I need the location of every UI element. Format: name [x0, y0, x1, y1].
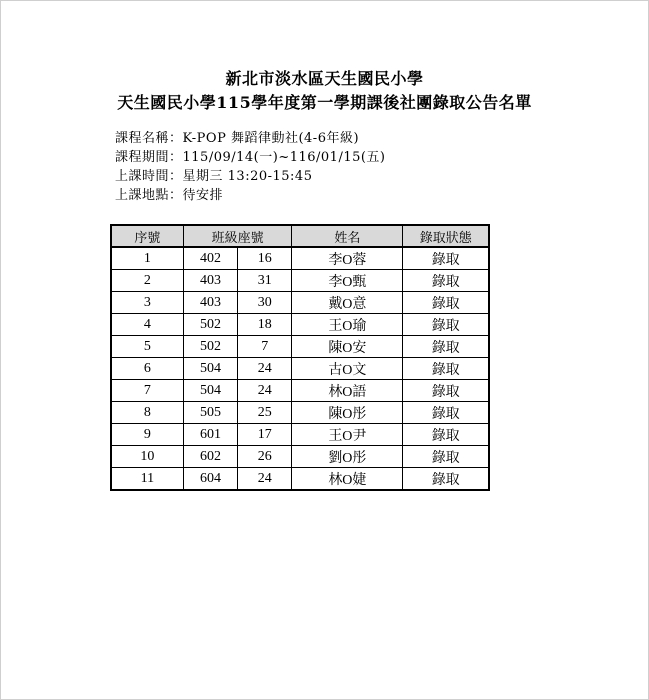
cell-seat: 24: [238, 380, 292, 402]
class-time-label: 上課時間：: [115, 169, 183, 184]
header-name: 姓名: [292, 225, 403, 247]
cell-seat: 30: [238, 292, 292, 314]
cell-class: 502: [183, 336, 237, 358]
cell-name: 古O文: [292, 358, 403, 380]
cell-no: 3: [111, 292, 183, 314]
cell-class: 402: [183, 247, 237, 270]
table-row: [111, 446, 489, 468]
cell-status: 錄取: [403, 446, 489, 468]
cell-name: 陳O安: [292, 336, 403, 358]
cell-class: 505: [183, 402, 237, 424]
cell-class: 504: [183, 380, 237, 402]
cell-name: 李O蓉: [292, 247, 403, 270]
course-period-value: 115/09/14(一)~116/01/15(五): [182, 150, 386, 165]
class-location-row: [115, 186, 386, 205]
table-row: [111, 314, 489, 336]
cell-status: 錄取: [403, 402, 489, 424]
cell-name: 林O婕: [292, 468, 403, 491]
cell-name: 李O甄: [292, 270, 403, 292]
cell-class: 601: [183, 424, 237, 446]
class-time-value: 星期三 13:20-15:45: [182, 169, 313, 184]
cell-class: 502: [183, 314, 237, 336]
table-row: [111, 358, 489, 380]
cell-name: 戴O意: [292, 292, 403, 314]
cell-seat: 24: [238, 358, 292, 380]
cell-no: 10: [111, 446, 183, 468]
class-location-value: 待安排: [182, 188, 224, 203]
cell-name: 王O尹: [292, 424, 403, 446]
cell-class: 604: [183, 468, 237, 491]
school-name: 新北市淡水區天生國民小學: [225, 69, 424, 88]
cell-name: 劉O彤: [292, 446, 403, 468]
class-location-label: 上課地點：: [115, 188, 183, 203]
cell-status: 錄取: [403, 292, 489, 314]
header-class-seat: 班級座號: [183, 225, 292, 247]
cell-class: 602: [183, 446, 237, 468]
course-info: [115, 129, 386, 205]
cell-name: 陳O彤: [292, 402, 403, 424]
cell-seat: 7: [238, 336, 292, 358]
cell-seat: 16: [238, 247, 292, 270]
cell-seat: 24: [238, 468, 292, 491]
cell-status: 錄取: [403, 468, 489, 491]
table-row: [111, 468, 489, 491]
cell-no: 9: [111, 424, 183, 446]
cell-class: 403: [183, 292, 237, 314]
page-title: 天生國民小學115學年度第一學期課後社團錄取公告名單: [117, 93, 532, 112]
table-row: [111, 380, 489, 402]
cell-no: 6: [111, 358, 183, 380]
cell-seat: 17: [238, 424, 292, 446]
admission-table: [110, 224, 490, 491]
cell-status: 錄取: [403, 358, 489, 380]
cell-seat: 26: [238, 446, 292, 468]
cell-class: 403: [183, 270, 237, 292]
cell-seat: 25: [238, 402, 292, 424]
course-name-row: [115, 129, 386, 148]
cell-no: 5: [111, 336, 183, 358]
course-period-row: [115, 148, 386, 167]
header-no: 序號: [111, 225, 183, 247]
table-row: [111, 424, 489, 446]
cell-status: 錄取: [403, 314, 489, 336]
cell-no: 8: [111, 402, 183, 424]
table-row: [111, 402, 489, 424]
cell-status: 錄取: [403, 270, 489, 292]
cell-name: 王O瑜: [292, 314, 403, 336]
course-name-value: K-POP 舞蹈律動社(4-6年級): [182, 131, 360, 146]
header-status: 錄取狀態: [403, 225, 489, 247]
cell-seat: 31: [238, 270, 292, 292]
cell-status: 錄取: [403, 336, 489, 358]
course-period-label: 課程期間：: [115, 150, 183, 165]
cell-no: 4: [111, 314, 183, 336]
table-row: [111, 292, 489, 314]
cell-seat: 18: [238, 314, 292, 336]
table-row: [111, 270, 489, 292]
cell-name: 林O語: [292, 380, 403, 402]
class-time-row: [115, 167, 386, 186]
cell-status: 錄取: [403, 247, 489, 270]
table-row: [111, 247, 489, 270]
table-header-row: [111, 225, 489, 247]
cell-no: 7: [111, 380, 183, 402]
table-row: [111, 336, 489, 358]
cell-status: 錄取: [403, 424, 489, 446]
cell-class: 504: [183, 358, 237, 380]
cell-no: 11: [111, 468, 183, 491]
cell-status: 錄取: [403, 380, 489, 402]
course-name-label: 課程名稱：: [115, 131, 183, 146]
cell-no: 1: [111, 247, 183, 270]
cell-no: 2: [111, 270, 183, 292]
